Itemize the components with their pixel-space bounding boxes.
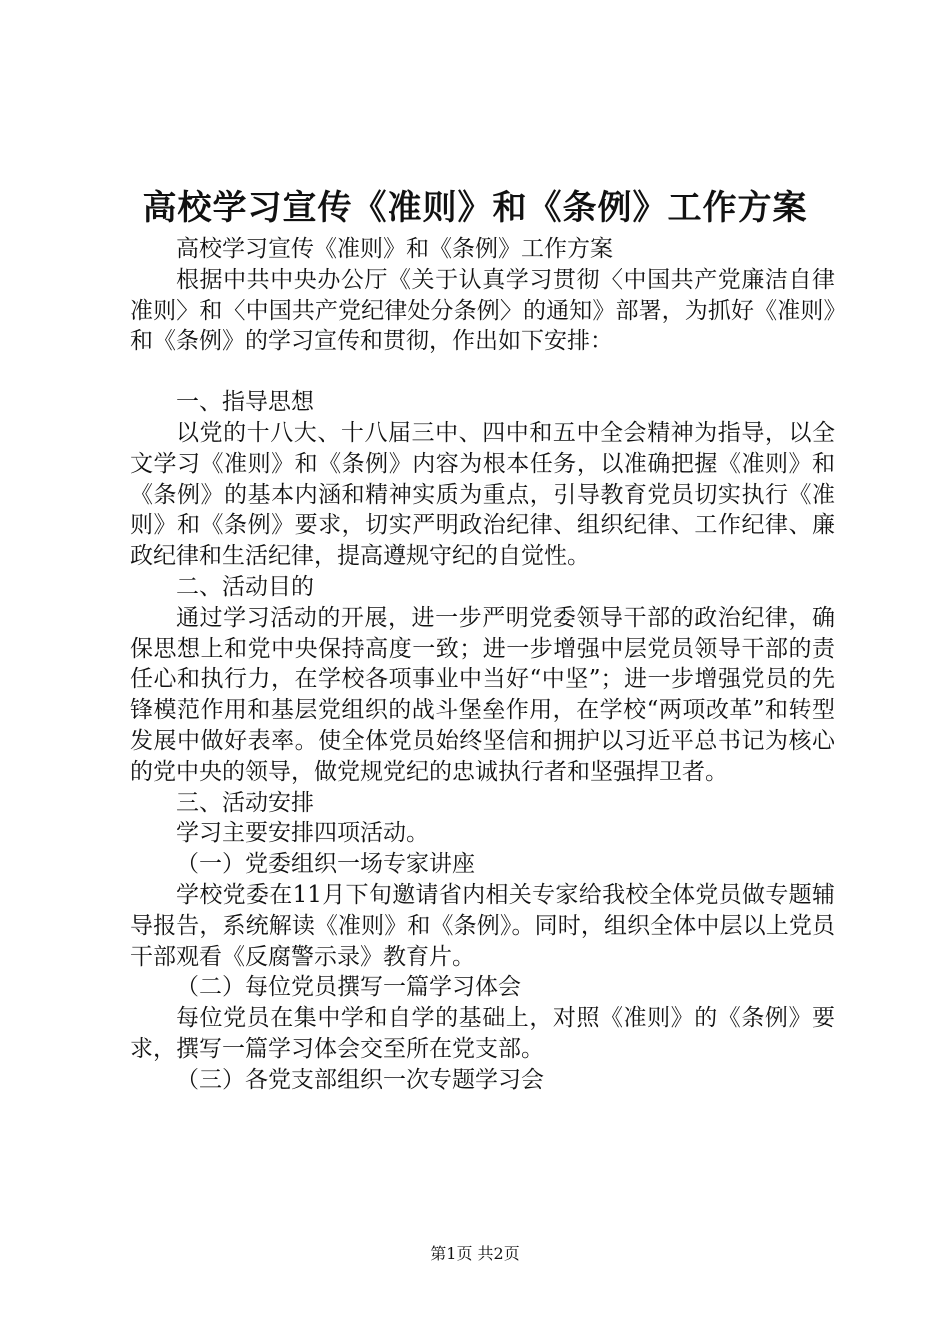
- document-subtitle: 高校学习宣传《准则》和《条例》工作方案: [176, 236, 613, 262]
- heading-activity-goal: 二、活动目的: [176, 573, 314, 600]
- document-title: 高校学习宣传《准则》和《条例》工作方案: [142, 188, 808, 228]
- subheading-expert-lecture: （一）党委组织一场专家讲座: [176, 851, 475, 878]
- page-footer: 第1页 共2页: [430, 1244, 520, 1263]
- heading-guiding-thought: 一、指导思想: [176, 389, 314, 416]
- heading-activity-plan: 三、活动安排: [176, 789, 314, 816]
- paragraph-guiding-thought: 以党的十八大、十八届三中、四中和五中全会精神为指导，以全文学习《准则》和《条例》内容为根本任务，以准确把握《准则》和《条例》的基本内涵和精神实质为重点，引导教育党员切实执行《准则》和《条例》要求，切实严明政治纪律、组织纪律、工作纪律、廉政纪律和生活纪律，提高遵规守纪的自觉性。: [130, 419, 835, 570]
- paragraph-expert-lecture: 学校党委在11月下旬邀请省内相关专家给我校全体党员做专题辅导报告，系统解读《准则》和《条例》。同时，组织全体中层以上党员干部观看《反腐警示录》教育片。: [130, 881, 835, 970]
- paragraph-study-essay: 每位党员在集中学和自学的基础上，对照《准则》的《条例》要求，撰写一篇学习体会交至所在党支部。: [130, 1005, 835, 1062]
- subheading-study-essay: （二）每位党员撰写一篇学习体会: [176, 974, 521, 1001]
- paragraph-intro: 根据中共中央办公厅《关于认真学习贯彻〈中国共产党廉洁自律准则〉和〈中国共产党纪律处分条例〉的通知》部署，为抓好《准则》和《条例》的学习宣传和贯彻，作出如下安排：: [130, 266, 835, 355]
- subheading-branch-meeting: （三）各党支部组织一次专题学习会: [176, 1066, 544, 1093]
- document-body: [130, 234, 835, 1096]
- paragraph-activity-goal: 通过学习活动的开展，进一步严明党委领导干部的政治纪律，确保思想上和党中央保持高度一致；进一步增强中层党员领导干部的责任心和执行力，在学校各项事业中当好“中坚”；进一步增强党员的先锋模范作用和基层党组织的战斗堡垒作用，在学校“两项改革”和转型发展中做好表率。使全体党员始终坚信和拥护以习近平总书记为核心的党中央的领导，做党规党纪的忠诚执行者和坚强捍卫者。: [130, 604, 835, 785]
- paragraph-activity-plan: 学习主要安排四项活动。: [176, 820, 429, 847]
